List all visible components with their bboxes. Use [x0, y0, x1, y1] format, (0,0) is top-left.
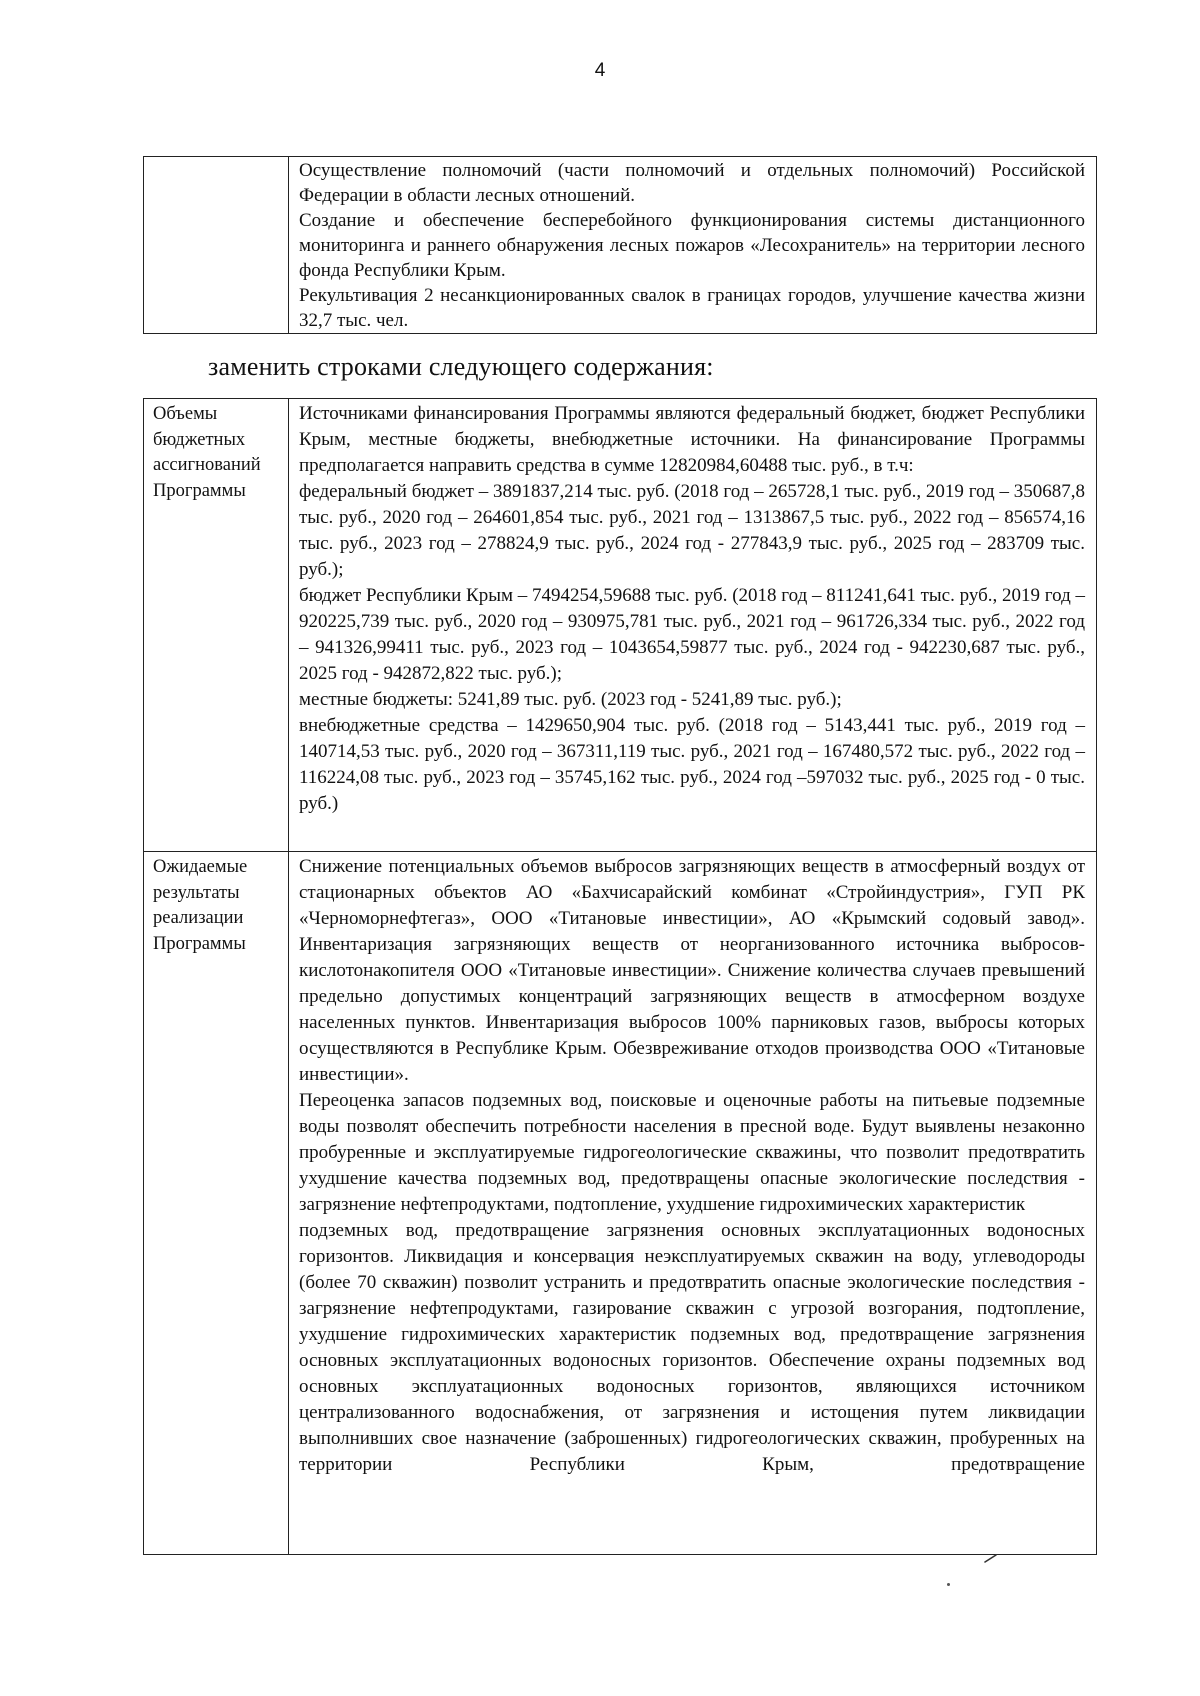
- results-label-line: результаты: [153, 882, 240, 903]
- budget-row-label: [144, 399, 289, 852]
- old-paragraph-1: Осуществление полномочий (части полномочий и отдельных полномочий) Российской Федерации в области лесных отношений.: [299, 160, 1085, 206]
- budget-paragraph-total: Источниками финансирования Программы являются федеральный бюджет, бюджет Республики Крым, местные бюджеты, внебюджетные источники. На финансирование Программы предполагается направить средства в сумме 12820984,60488 тыс. руб., в т.ч:: [299, 403, 1085, 476]
- old-table: [143, 156, 1097, 334]
- old-paragraph-2: Создание и обеспечение бесперебойного функционирования системы дистанционного мониторинга и раннего обнаружения лесных пожаров «Лесохранитель» на территории лесного фонда Республики Крым.: [299, 210, 1085, 281]
- old-table-row: [144, 157, 1097, 334]
- results-paragraph-groundwater: Переоценка запасов подземных вод, поисковые и оценочные работы на питьевые подземные воды позволят обеспечить потребности населения в пресной воде. Будут выявлены незаконно пробуренные и эксплуатируемые гидрогеологические скважины, что позволит предотвратить ухудшение качества подземных вод, предотвращены опасные экологические последствия - загрязнение нефтепродуктами, подтопление, ухудшение гидрохимических характеристик: [299, 1090, 1085, 1215]
- budget-label-line: Объемы: [153, 404, 218, 424]
- new-table: [143, 398, 1097, 1555]
- results-row: [144, 852, 1097, 1555]
- results-label-line: Программы: [153, 933, 246, 954]
- budget-label-line: Программы: [153, 480, 246, 501]
- page-number: 4: [594, 60, 606, 81]
- results-label-line: реализации: [153, 908, 244, 928]
- results-label-line: Ожидаемые: [153, 857, 248, 877]
- budget-paragraph-extrabudgetary: внебюджетные средства – 1429650,904 тыс. руб. (2018 год – 5143,441 тыс. руб., 2019 год – 140714,53 тыс. руб., 2020 год – 367311,119 тыс. руб., 2021 год – 167480,572 тыс. руб., 2022 год – 116224,08 тыс. руб., 2023 год – 35745,162 тыс. руб., 2024 год –597032 тыс. руб., 2025 год - 0 тыс. руб.): [299, 715, 1085, 814]
- budget-label-line: бюджетных: [153, 429, 246, 450]
- old-table-label-cell: [144, 157, 289, 334]
- results-paragraph-air: Снижение потенциальных объемов выбросов загрязняющих веществ в атмосферный воздух от стационарных объектов АО «Бахчисарайский комбинат «Стройиндустрия», ГУП РК «Черноморнефтегаз», ООО «Титановые инвестиции», АО «Крымский содовый завод». Инвентаризация загрязняющих веществ от неорганизованного источника выбросов- кислотонакопителя ООО «Титановые инвестиции». Снижение количества случаев превышений предельно допустимых концентраций загрязняющих веществ в атмосферном воздухе населенных пунктов. Инвентаризация выбросов 100% парниковых газов, выбросы которых осуществляются в Республике Крым. Обезвреживание отходов производства ООО «Титановые инвестиции».: [299, 856, 1085, 1085]
- old-paragraph-3: Рекультивация 2 несанкционированных свалок в границах городов, улучшение качества жизни 32,7 тыс. чел.: [299, 285, 1085, 331]
- replace-heading: заменить строками следующего содержания:: [208, 352, 714, 381]
- budget-row: [144, 399, 1097, 852]
- budget-paragraph-crimea: бюджет Республики Крым – 7494254,59688 тыс. руб. (2018 год – 811241,641 тыс. руб., 2019 год – 920225,739 тыс. руб., 2020 год – 930975,781 тыс. руб., 2021 год – 961726,334 тыс. руб., 2022 год – 941326,99411 тыс. руб., 2023 год – 1043654,59877 тыс. руб., 2024 год - 942230,687 тыс. руб., 2025 год - 942872,822 тыс. руб.);: [299, 585, 1085, 684]
- results-paragraph-wells: подземных вод, предотвращение загрязнения основных эксплуатационных водоносных горизонтов. Ликвидация и консервация неэксплуатируемых скважин на воду, углеводороды (более 70 скважин) позволит устранить и предотвратить опасные экологические последствия - загрязнение нефтепродуктами, газирование скважин с угрозой возгорания, подтопление, ухудшение гидрохимических характеристик подземных вод, предотвращение загрязнения основных эксплуатационных водоносных горизонтов. Обеспечение охраны подземных вод основных эксплуатационных водоносных горизонтов, являющихся источником централизованного водоснабжения, от загрязнения и истощения путем ликвидации выполнивших свое назначение (заброшенных) гидрогеологических скважин, пробуренных на территории Республики Крым, предотвращение: [299, 1220, 1085, 1475]
- old-table-content-cell: [289, 157, 1097, 334]
- results-row-label: [144, 852, 289, 1555]
- pen-stroke-mark: [984, 1553, 998, 1563]
- budget-label-line: ассигнований: [153, 455, 261, 475]
- budget-row-content: [289, 399, 1097, 852]
- budget-paragraph-federal: федеральный бюджет – 3891837,214 тыс. руб. (2018 год – 265728,1 тыс. руб., 2019 год – 350687,8 тыс. руб., 2020 год – 264601,854 тыс. руб., 2021 год – 1313867,5 тыс. руб., 2022 год – 856574,16 тыс. руб., 2023 год – 278824,9 тыс. руб., 2024 год - 277843,9 тыс. руб., 2025 год – 283709 тыс. руб.);: [299, 481, 1085, 580]
- results-row-content: [289, 852, 1097, 1555]
- budget-paragraph-local: местные бюджеты: 5241,89 тыс. руб. (2023 год - 5241,89 тыс. руб.);: [299, 689, 842, 710]
- scan-speck: [947, 1583, 950, 1586]
